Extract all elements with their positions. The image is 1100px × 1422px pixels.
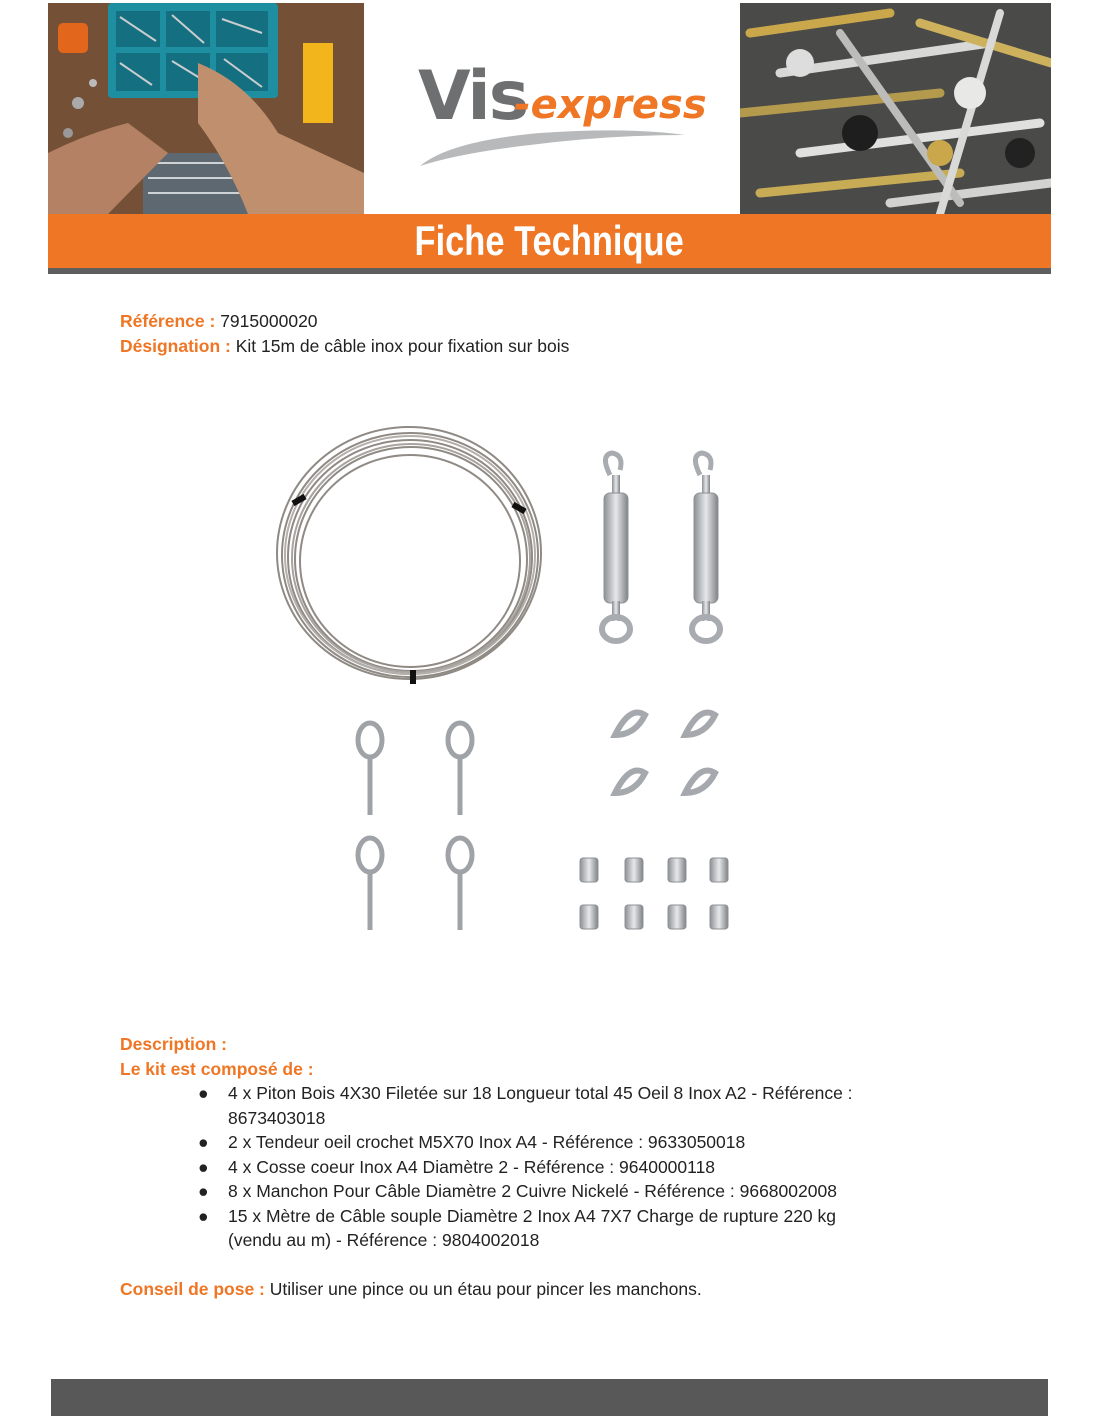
ferrules bbox=[580, 858, 728, 929]
product-info bbox=[120, 309, 569, 358]
list-item: ● 4 x Cosse coeur Inox A4 Diamètre 2 - Référence : 9640000118 bbox=[198, 1156, 716, 1177]
workshop-photo bbox=[48, 3, 364, 214]
vis-express-logo bbox=[410, 57, 710, 173]
title-bar bbox=[48, 214, 1051, 274]
description-section bbox=[120, 1032, 920, 1301]
list-item: ● 2 x Tendeur oeil crochet M5X70 Inox A4 - Référence : 9633050018 bbox=[198, 1132, 746, 1152]
turnbuckles bbox=[602, 453, 720, 641]
description-heading: Description : bbox=[120, 1034, 227, 1054]
product-kit-image bbox=[270, 415, 770, 955]
thimbles bbox=[615, 713, 715, 794]
designation-value: Kit 15m de câble inox pour fixation sur bois bbox=[235, 335, 570, 356]
designation-label: Désignation : bbox=[120, 335, 231, 356]
conseil-value: Utiliser une pince ou un étau pour pincer les manchons. bbox=[269, 1278, 702, 1299]
list-item: ● 4 x Piton Bois 4X30 Filetée sur 18 Longueur total 45 Oeil 8 Inox A2 - Référence : 8673403018 bbox=[198, 1083, 853, 1128]
footer-bar bbox=[51, 1379, 1048, 1416]
screws-photo bbox=[740, 3, 1051, 214]
cable-coil bbox=[277, 427, 541, 679]
logo-text-vis: Vis bbox=[418, 57, 528, 136]
header-banner bbox=[48, 3, 1051, 214]
list-item: ● 15 x Mètre de Câble souple Diamètre 2 Inox A4 7X7 Charge de rupture 220 kg (vendu au m) - Référence : 9804002018 bbox=[198, 1205, 837, 1250]
designation-line bbox=[120, 334, 569, 359]
page-title: Fiche Technique bbox=[414, 217, 685, 264]
conseil-label: Conseil de pose : bbox=[120, 1278, 265, 1299]
reference-label: Référence : bbox=[120, 311, 216, 331]
logo-swoosh-icon bbox=[410, 121, 690, 171]
reference-value: 7915000020 bbox=[220, 311, 318, 331]
logo-text-express: -express bbox=[514, 82, 707, 128]
reference-line bbox=[120, 309, 569, 334]
list-item: ● 8 x Manchon Pour Câble Diamètre 2 Cuivre Nickelé - Référence : 9668002008 bbox=[198, 1181, 837, 1201]
eye-screws bbox=[358, 723, 472, 930]
conseil-line bbox=[120, 1277, 920, 1302]
kit-items-list bbox=[120, 1081, 920, 1253]
kit-heading: Le kit est composé de : bbox=[120, 1058, 314, 1079]
